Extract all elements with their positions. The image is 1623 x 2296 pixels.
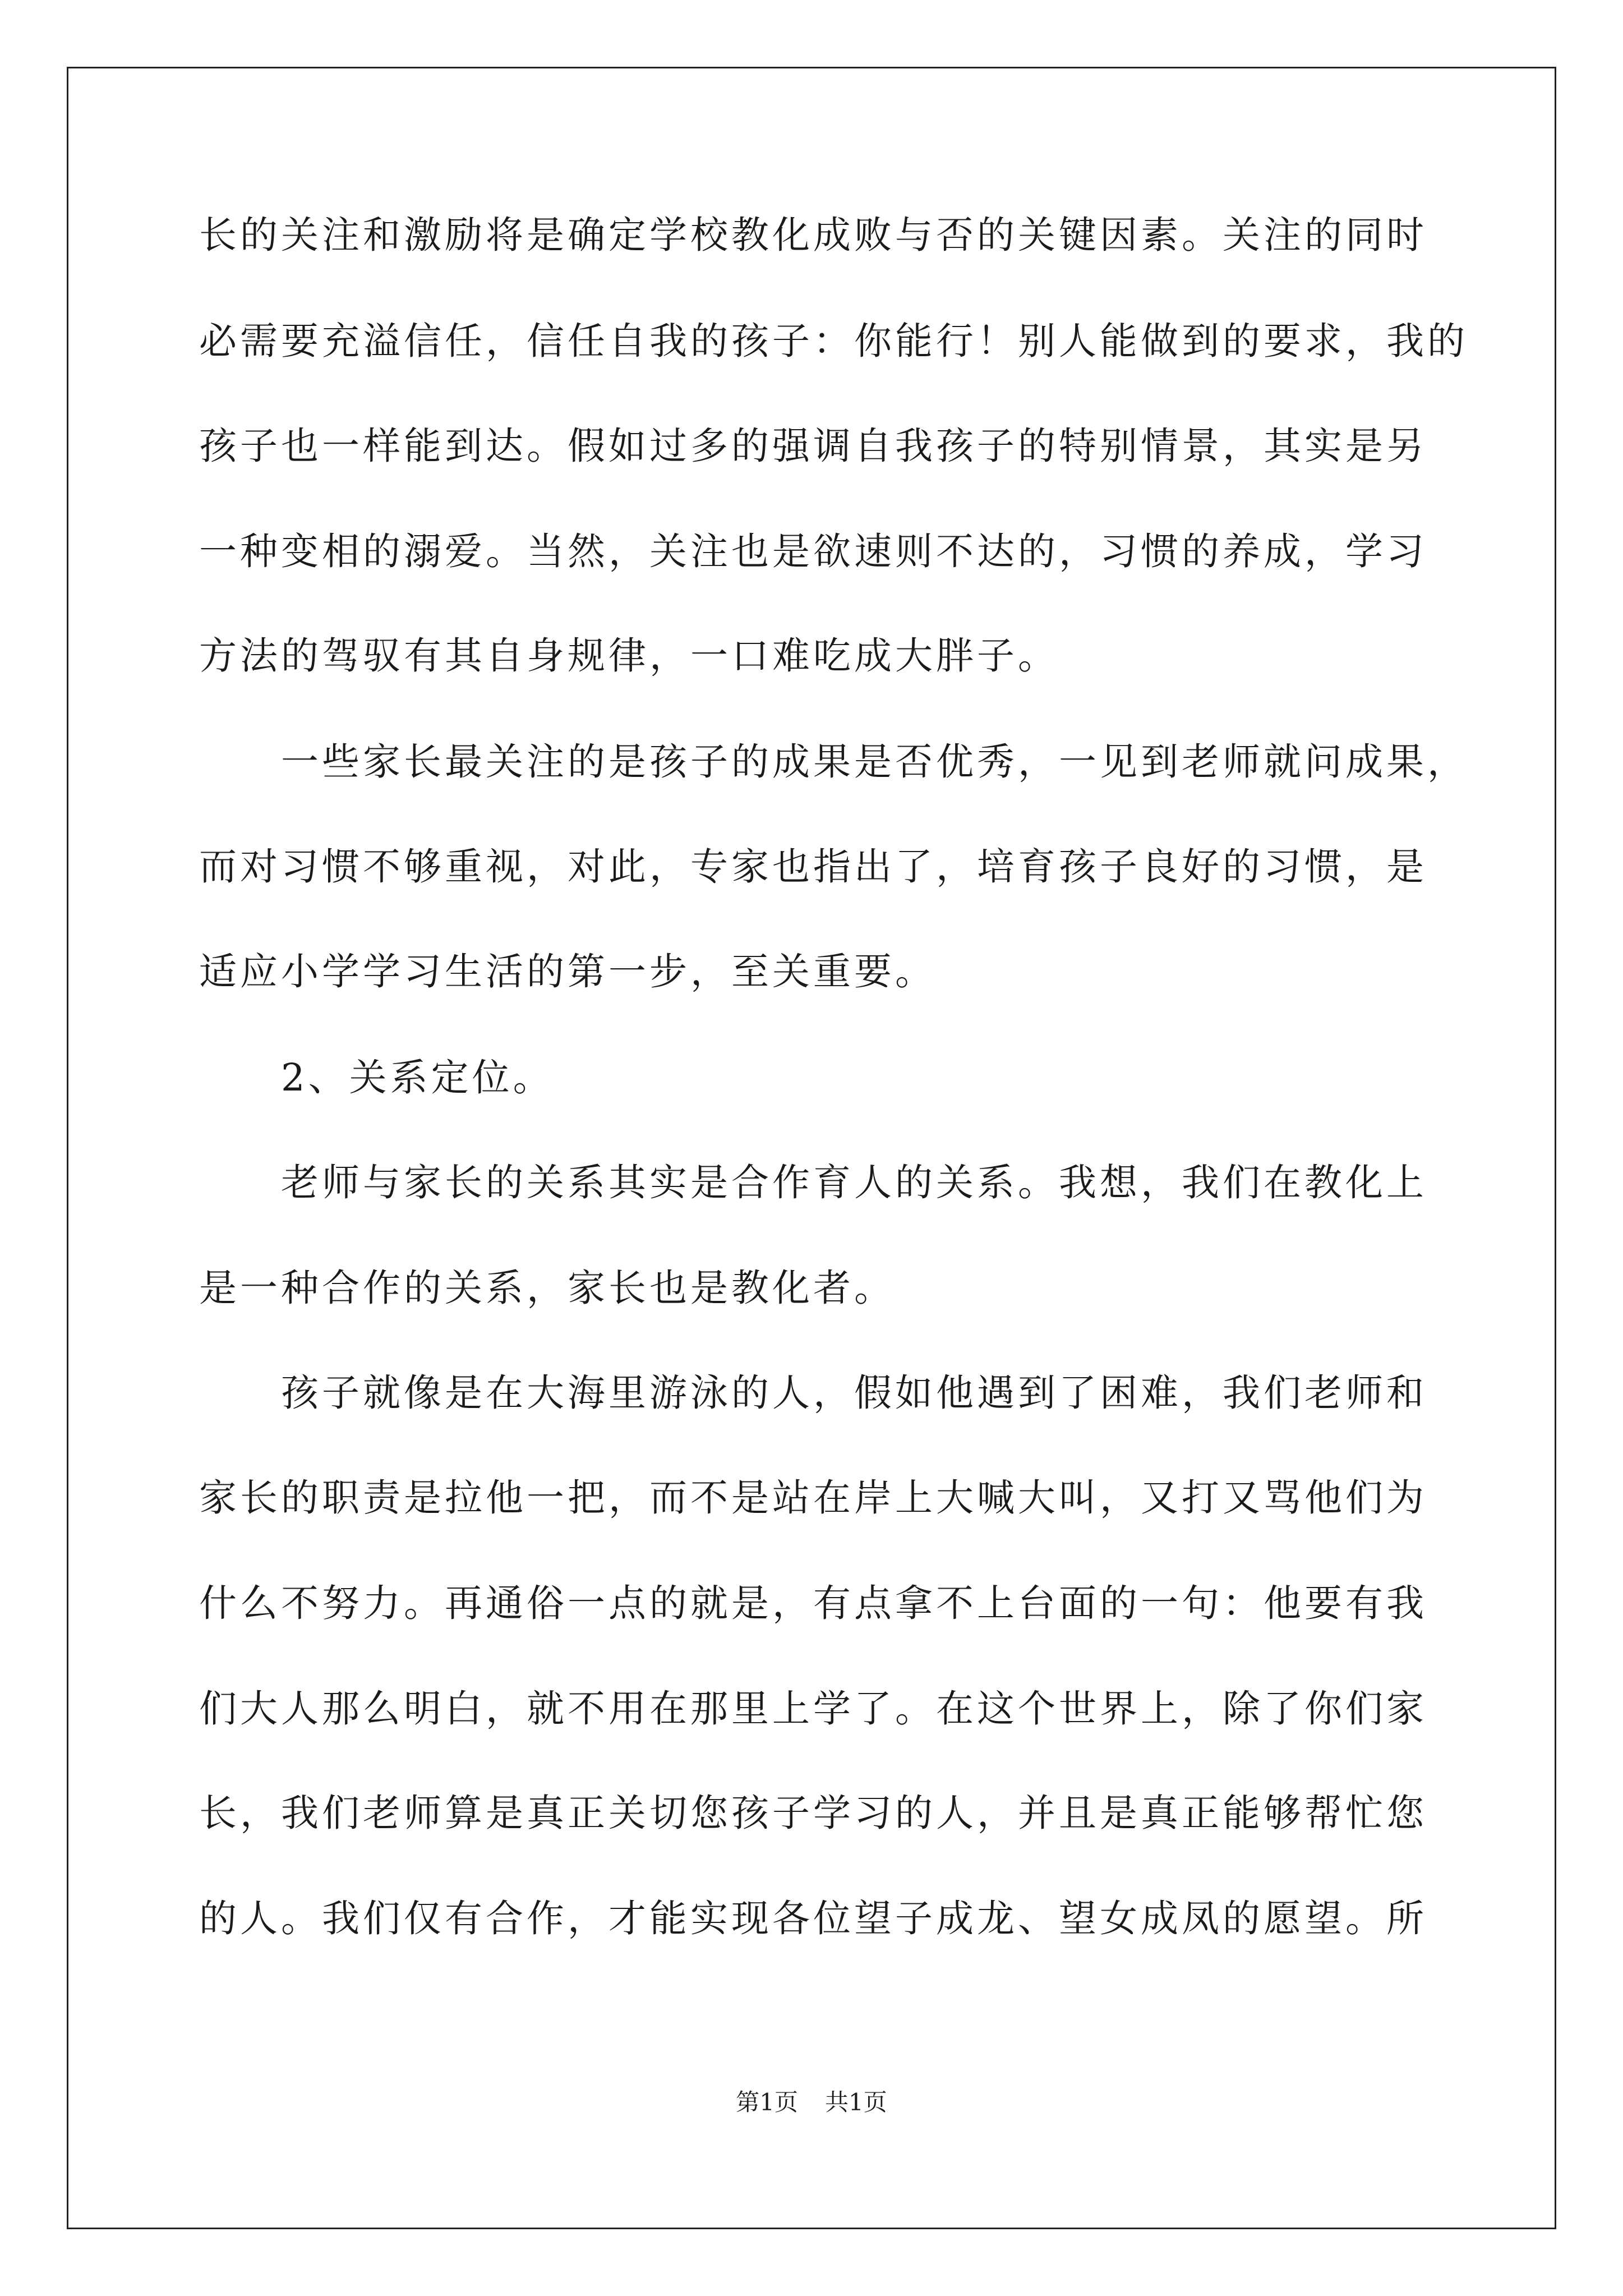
text-line: 老师与家长的关系其实是合作育人的关系。我想，我们在教化上: [281, 1161, 1427, 1204]
text-line: 家长的职责是拉他一把，而不是站在岸上大喊大叫，又打又骂他们为: [199, 1476, 1427, 1520]
page-number: 第1页: [736, 2088, 798, 2116]
text-line: 是一种合作的关系，家长也是教化者。: [199, 1266, 895, 1310]
text-line: 一种变相的溺爱。当然，关注也是欲速则不达的，习惯的养成，学习: [199, 530, 1427, 573]
section-heading: 2、关系定位。: [281, 1056, 554, 1099]
text-line: 们大人那么明白，就不用在那里上学了。在这个世界上，除了你们家: [199, 1687, 1427, 1731]
text-line: 必需要充溢信任，信任自我的孩子：你能行！别人能做到的要求，我的: [199, 319, 1468, 363]
text-line: 一些家长最关注的是孩子的成果是否优秀，一见到老师就问成果，: [281, 740, 1468, 784]
page-footer: [0, 2086, 1623, 2119]
text-line: 长的关注和激励将是确定学校教化成败与否的关键因素。关注的同时: [199, 213, 1427, 257]
text-line: 长，我们老师算是真正关切您孩子学习的人，并且是真正能够帮忙您: [199, 1791, 1427, 1835]
text-line: 而对习惯不够重视，对此，专家也指出了，培育孩子良好的习惯，是: [199, 845, 1427, 889]
text-line: 什么不努力。再通俗一点的就是，有点拿不上台面的一句：他要有我: [199, 1581, 1427, 1625]
text-line: 的人。我们仅有合作，才能实现各位望子成龙、望女成凤的愿望。所: [199, 1897, 1427, 1940]
text-line: 孩子也一样能到达。假如过多的强调自我孩子的特别情景，其实是另: [199, 424, 1427, 468]
text-line: 方法的驾驭有其自身规律，一口难吃成大胖子。: [199, 634, 1059, 678]
page-total: 共1页: [825, 2088, 887, 2116]
text-line: 孩子就像是在大海里游泳的人，假如他遇到了困难，我们老师和: [281, 1371, 1427, 1415]
text-line: 适应小学学习生活的第一步，至关重要。: [199, 950, 936, 993]
